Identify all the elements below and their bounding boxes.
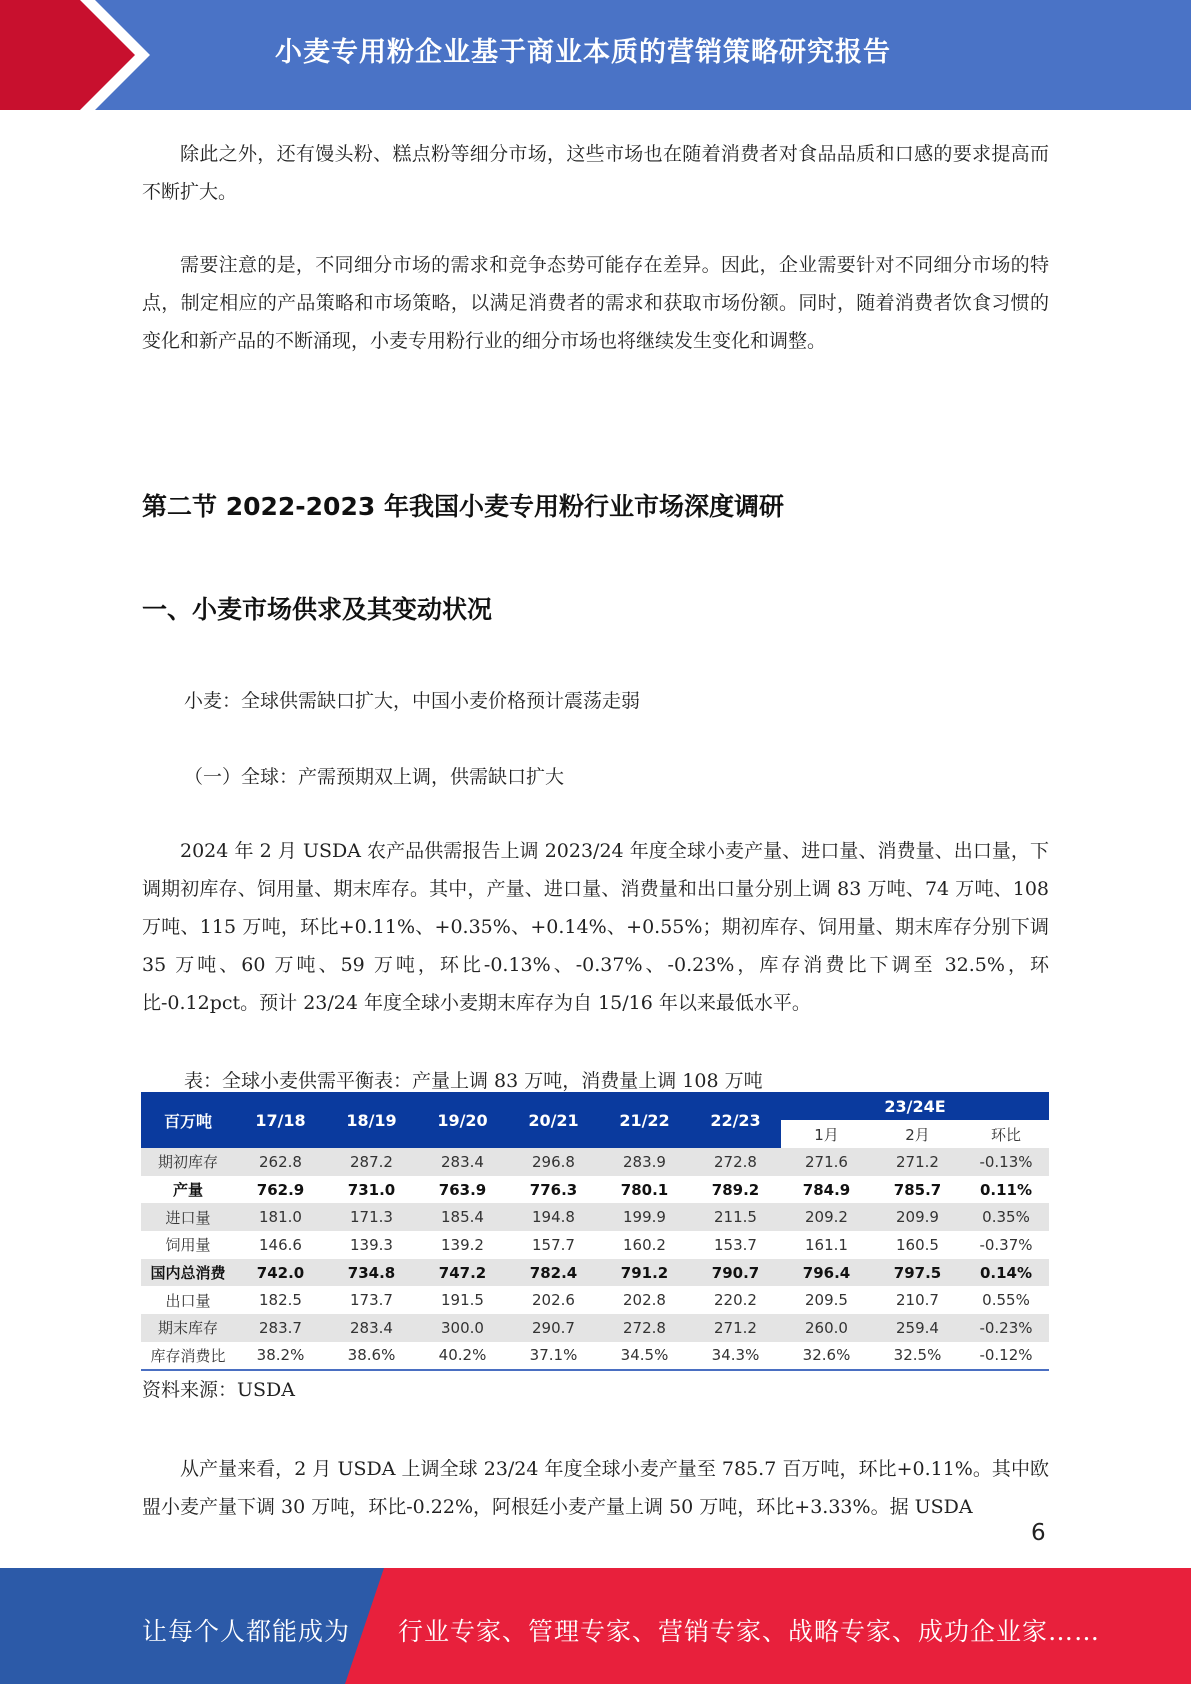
- table-cell: 271.6: [781, 1148, 872, 1176]
- table-cell: 260.0: [781, 1314, 872, 1342]
- row-label: 进口量: [141, 1203, 235, 1231]
- row-label: 库存消费比: [141, 1342, 235, 1370]
- table-cell: 797.5: [872, 1259, 963, 1287]
- table-row: [141, 1176, 1049, 1204]
- table-cell: 199.9: [599, 1203, 690, 1231]
- table-cell: 211.5: [690, 1203, 781, 1231]
- table-cell: 782.4: [508, 1259, 599, 1287]
- page-footer: [0, 1568, 1191, 1684]
- table-cell: -0.13%: [963, 1148, 1049, 1176]
- table-cell: 784.9: [781, 1176, 872, 1204]
- table-cell: 220.2: [690, 1286, 781, 1314]
- table-cell: 789.2: [690, 1176, 781, 1204]
- table-cell: 34.5%: [599, 1342, 690, 1370]
- table-cell: 32.6%: [781, 1342, 872, 1370]
- table-cell: 283.7: [235, 1314, 326, 1342]
- header-year: 19/20: [417, 1092, 508, 1148]
- table-row: [141, 1259, 1049, 1287]
- table-cell: 0.11%: [963, 1176, 1049, 1204]
- table-cell: 796.4: [781, 1259, 872, 1287]
- table-cell: 160.2: [599, 1231, 690, 1259]
- paragraph-3: 2024 年 2 月 USDA 农产品供需报告上调 2023/24 年度全球小麦产量、进口量、消费量、出口量，下调期初库存、饲用量、期末库存。其中，产量、进口量、消费量和出口量分别上调 83 万吨、74 万吨、108 万吨、115 万吨，环比+0.11%、+0.35%、+0.14%、+0.55%；期初库存、饲用量、期末库存分别下调 35 万吨、60 万吨、59 万吨，环比-0.13%、-0.37%、-0.23%，库存消费比下调至 32.5%，环比-0.12pct。预计 23/24 年度全球小麦期末库存为自 15/16 年以来最低水平。: [142, 840, 1049, 1014]
- table-cell: 146.6: [235, 1231, 326, 1259]
- table-cell: 734.8: [326, 1259, 417, 1287]
- table-cell: 259.4: [872, 1314, 963, 1342]
- header-year: 18/19: [326, 1092, 417, 1148]
- table-row: [141, 1231, 1049, 1259]
- table-cell: 209.5: [781, 1286, 872, 1314]
- supply-demand-table: [141, 1092, 1049, 1371]
- table-cell: 209.9: [872, 1203, 963, 1231]
- table-cell: 185.4: [417, 1203, 508, 1231]
- table-cell: 37.1%: [508, 1342, 599, 1370]
- table-cell: 296.8: [508, 1148, 599, 1176]
- header-year: 21/22: [599, 1092, 690, 1148]
- paragraph-4: 从产量来看，2 月 USDA 上调全球 23/24 年度全球小麦产量至 785.7 百万吨，环比+0.11%。其中欧盟小麦产量下调 30 万吨，环比-0.22%，阿根廷小麦产量上调 50 万吨，环比+3.33%。据 USDA: [142, 1458, 1049, 1518]
- table-row: [141, 1286, 1049, 1314]
- table-cell: -0.12%: [963, 1342, 1049, 1370]
- table-cell: 776.3: [508, 1176, 599, 1204]
- table-caption: 表：全球小麦供需平衡表：产量上调 83 万吨，消费量上调 108 万吨: [184, 1070, 763, 1092]
- table-cell: 194.8: [508, 1203, 599, 1231]
- table-cell: 157.7: [508, 1231, 599, 1259]
- table-cell: 191.5: [417, 1286, 508, 1314]
- table-cell: 272.8: [599, 1314, 690, 1342]
- header-arrow-decoration: [0, 0, 160, 110]
- row-label: 产量: [141, 1176, 235, 1204]
- table-cell: 731.0: [326, 1176, 417, 1204]
- table-cell: 160.5: [872, 1231, 963, 1259]
- table-cell: 210.7: [872, 1286, 963, 1314]
- header-sub-jan: 1月: [781, 1120, 872, 1148]
- table-cell: 271.2: [872, 1148, 963, 1176]
- row-label: 期末库存: [141, 1314, 235, 1342]
- global-subheading: （一）全球：产需预期双上调，供需缺口扩大: [184, 766, 565, 788]
- page-number: 6: [1031, 1520, 1046, 1546]
- table-cell: 262.8: [235, 1148, 326, 1176]
- table-cell: -0.23%: [963, 1314, 1049, 1342]
- table-row: [141, 1203, 1049, 1231]
- table-cell: 153.7: [690, 1231, 781, 1259]
- sub-heading: 一、小麦市场供求及其变动状况: [142, 595, 493, 624]
- table-cell: 283.4: [326, 1314, 417, 1342]
- table-cell: 209.2: [781, 1203, 872, 1231]
- page-header: [0, 0, 1191, 110]
- table-row: [141, 1148, 1049, 1176]
- table-cell: 182.5: [235, 1286, 326, 1314]
- header-sub-mom: 环比: [963, 1120, 1049, 1148]
- table-cell: 283.4: [417, 1148, 508, 1176]
- table-cell: 139.3: [326, 1231, 417, 1259]
- table-cell: 202.8: [599, 1286, 690, 1314]
- section-heading: 第二节 2022-2023 年我国小麦专用粉行业市场深度调研: [142, 492, 784, 521]
- table-cell: 290.7: [508, 1314, 599, 1342]
- table-row: [141, 1314, 1049, 1342]
- table-cell: 780.1: [599, 1176, 690, 1204]
- table-cell: 287.2: [326, 1148, 417, 1176]
- row-label: 期初库存: [141, 1148, 235, 1176]
- table-cell: 300.0: [417, 1314, 508, 1342]
- table-cell: 785.7: [872, 1176, 963, 1204]
- row-label: 饲用量: [141, 1231, 235, 1259]
- table-cell: 747.2: [417, 1259, 508, 1287]
- table-cell: 0.14%: [963, 1259, 1049, 1287]
- source-note: 资料来源：USDA: [142, 1379, 295, 1401]
- table-row: [141, 1342, 1049, 1370]
- row-label: 出口量: [141, 1286, 235, 1314]
- row-label: 国内总消费: [141, 1259, 235, 1287]
- table-cell: 171.3: [326, 1203, 417, 1231]
- summary-line: 小麦：全球供需缺口扩大，中国小麦价格预计震荡走弱: [184, 690, 641, 712]
- paragraph-1: 除此之外，还有馒头粉、糕点粉等细分市场，这些市场也在随着消费者对食品品质和口感的要求提高而不断扩大。: [142, 143, 1049, 203]
- table-cell: 791.2: [599, 1259, 690, 1287]
- table-cell: 38.6%: [326, 1342, 417, 1370]
- table-cell: 0.55%: [963, 1286, 1049, 1314]
- header-year: 20/21: [508, 1092, 599, 1148]
- table-cell: 271.2: [690, 1314, 781, 1342]
- table-cell: 139.2: [417, 1231, 508, 1259]
- table-cell: 181.0: [235, 1203, 326, 1231]
- table-cell: 38.2%: [235, 1342, 326, 1370]
- header-title: 小麦专用粉企业基于商业本质的营销策略研究报告: [275, 37, 891, 68]
- table-cell: 0.35%: [963, 1203, 1049, 1231]
- header-group-2324e: 23/24E: [781, 1092, 1049, 1120]
- table-cell: 173.7: [326, 1286, 417, 1314]
- table-cell: 161.1: [781, 1231, 872, 1259]
- header-year: 17/18: [235, 1092, 326, 1148]
- header-unit: 百万吨: [141, 1092, 235, 1148]
- paragraph-2: 需要注意的是，不同细分市场的需求和竞争态势可能存在差异。因此，企业需要针对不同细分市场的特点，制定相应的产品策略和市场策略，以满足消费者的需求和获取市场份额。同时，随着消费者饮食习惯的变化和新产品的不断涌现，小麦专用粉行业的细分市场也将继续发生变化和调整。: [142, 254, 1049, 352]
- table-cell: -0.37%: [963, 1231, 1049, 1259]
- table-cell: 763.9: [417, 1176, 508, 1204]
- footer-right-text: 行业专家、管理专家、营销专家、战略专家、成功企业家……: [398, 1617, 1101, 1646]
- table-cell: 34.3%: [690, 1342, 781, 1370]
- table-cell: 32.5%: [872, 1342, 963, 1370]
- table-cell: 272.8: [690, 1148, 781, 1176]
- table-cell: 283.9: [599, 1148, 690, 1176]
- table-cell: 40.2%: [417, 1342, 508, 1370]
- header-year: 22/23: [690, 1092, 781, 1148]
- table-cell: 790.7: [690, 1259, 781, 1287]
- table-cell: 762.9: [235, 1176, 326, 1204]
- table-cell: 742.0: [235, 1259, 326, 1287]
- footer-left-text: 让每个人都能成为: [142, 1617, 351, 1646]
- header-sub-feb: 2月: [872, 1120, 963, 1148]
- table-cell: 202.6: [508, 1286, 599, 1314]
